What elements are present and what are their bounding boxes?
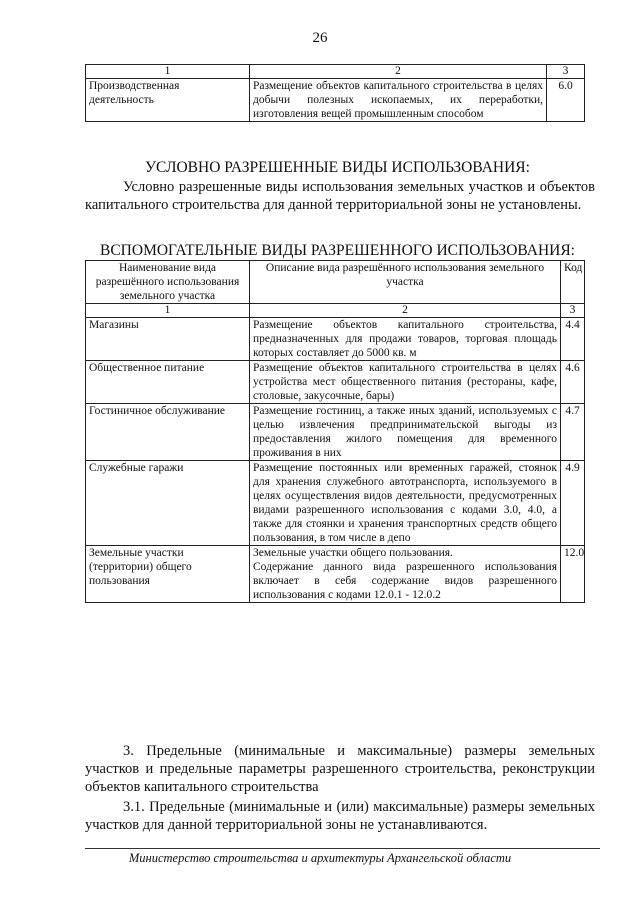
description-rest: Содержание данного вида разрешенного использования включает в себя содержание видов разрешенного использования с кодами 12.0.1 - 12.0.2	[253, 561, 557, 601]
table-row	[86, 318, 585, 361]
use-code-cell: 6.0	[547, 79, 585, 122]
use-code-cell: 4.9	[561, 461, 585, 546]
use-name-cell: Магазины	[86, 318, 250, 361]
header-code: Код	[561, 261, 585, 304]
production-table	[85, 64, 585, 122]
use-name-cell: Земельные участки (территории) общего пользования	[86, 546, 250, 603]
description-first-line: Земельные участки общего пользования.	[253, 547, 453, 559]
section-3-paragraph: 3. Предельные (минимальные и максимальные) размеры земельных участков и предельные параметры разрешенного строительства, реконструкции объектов капитального строительства	[85, 743, 595, 795]
use-description-cell: Размещение гостиниц, а также иных зданий, используемых с целью извлечения предпринимательской выгоды из предоставления жилого помещения для временного проживания в них	[250, 404, 561, 461]
use-description-cell: Размещение объектов капитального строительства, предназначенных для продажи товаров, торговая площадь которых составляет до 5000 кв. м	[250, 318, 561, 361]
footer-divider	[85, 848, 600, 849]
auxiliary-uses-table	[85, 260, 585, 603]
use-code-cell: 4.6	[561, 361, 585, 404]
column-number: 1	[86, 304, 250, 318]
use-name-cell: Производственная деятельность	[86, 79, 250, 122]
table-row	[86, 546, 585, 603]
footer-ministry: Министерство строительства и архитектуры Архангельской области	[128, 851, 512, 865]
column-number: 2	[250, 65, 547, 79]
use-name-cell: Гостиничное обслуживание	[86, 404, 250, 461]
column-number: 2	[250, 304, 561, 318]
table-column-numbers	[86, 65, 585, 79]
use-description-cell: Размещение объектов капитального строительства в целях устройства мест общественного питания (рестораны, кафе, столовые, закусочные, бары)	[250, 361, 561, 404]
column-number: 3	[561, 304, 585, 318]
conditional-uses-heading: УСЛОВНО РАЗРЕШЕННЫЕ ВИДЫ ИСПОЛЬЗОВАНИЯ:	[145, 159, 530, 176]
conditional-uses-text: Условно разрешенные виды использования земельных участков и объектов капитального строительства для данной территориальной зоны не установлены.	[85, 179, 595, 213]
use-code-cell: 4.4	[561, 318, 585, 361]
use-code-cell: 4.7	[561, 404, 585, 461]
page-number: 26	[312, 30, 328, 46]
table-row	[86, 361, 585, 404]
header-name: Наименование вида разрешённого использования земельного участка	[86, 261, 250, 304]
table-row	[86, 461, 585, 546]
use-description-cell	[250, 546, 561, 603]
column-number: 3	[547, 65, 585, 79]
column-number: 1	[86, 65, 250, 79]
use-code-cell: 12.0	[561, 546, 585, 603]
use-description-cell: Размещение объектов капитального строительства в целях добычи полезных ископаемых, их переработки, изготовления вещей промышленным способом	[250, 79, 547, 122]
table-column-numbers	[86, 304, 585, 318]
table-header-row	[86, 261, 585, 304]
table-row	[86, 404, 585, 461]
use-description-cell: Размещение постоянных или временных гаражей, стоянок для хранения служебного автотранспорта, используемого в целях осуществления видов деятельности, предусмотренных видами разрешенного использования с кодами 3.0, 4.0, а также для стоянки и хранения транспортных средств общего пользования, в том числе в депо	[250, 461, 561, 546]
use-name-cell: Служебные гаражи	[86, 461, 250, 546]
use-name-cell: Общественное питание	[86, 361, 250, 404]
auxiliary-uses-heading: ВСПОМОГАТЕЛЬНЫЕ ВИДЫ РАЗРЕШЕННОГО ИСПОЛЬЗОВАНИЯ:	[100, 242, 575, 259]
section-3-1-paragraph: 3.1. Предельные (минимальные и (или) максимальные) размеры земельных участков для данной территориальной зоны не устанавливаются.	[85, 799, 595, 833]
header-description: Описание вида разрешённого использования земельного участка	[250, 261, 561, 304]
table-row	[86, 79, 585, 122]
